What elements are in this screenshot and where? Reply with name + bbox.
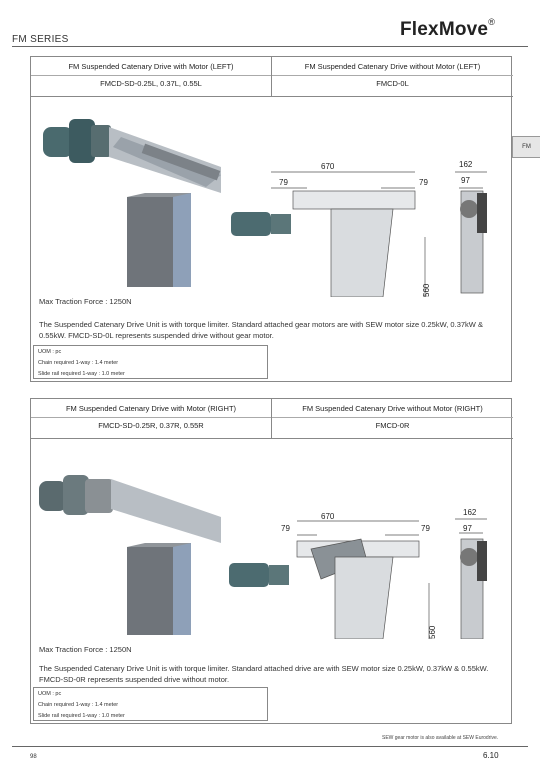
dim-height: 560 xyxy=(428,625,437,639)
series-label: FM SERIES xyxy=(12,34,69,45)
header-cell-with-motor xyxy=(31,57,272,97)
dim-left-offset: 79 xyxy=(281,524,290,533)
code-without-motor: FMCD-0L xyxy=(272,75,513,88)
header-cell-without-motor xyxy=(272,57,513,97)
product-description: The Suspended Catenary Drive Unit is with torque limiter. Standard attached drive are with SEW motor size 0.25kW, 0.37kW & 0.55kW. FMCD-SD-0R represents suspended drive without motor. xyxy=(39,664,489,684)
dim-right-offset: 97 xyxy=(461,176,470,185)
product-image-area xyxy=(31,439,511,687)
product-panel-left xyxy=(30,56,512,382)
product-description: The Suspended Catenary Drive Unit is with torque limiter. Standard attached gear motors are with SEW motor size 0.25kW, 0.37kW & 0.55kW. FMCD-SD-0L represents suspended drive without gear motor. xyxy=(39,320,483,340)
brand-name: FlexMove xyxy=(400,19,489,40)
footer-divider xyxy=(12,746,528,747)
uom-row: UOM : pc xyxy=(38,691,62,697)
title-with-motor: FM Suspended Catenary Drive with Motor (RIGHT) xyxy=(65,404,237,413)
product-image-area xyxy=(31,97,511,345)
dim-top-right: 162 xyxy=(463,508,477,517)
dim-left-offset: 79 xyxy=(279,178,288,187)
max-traction-force: Max Traction Force : 1250N xyxy=(39,645,132,654)
info-box xyxy=(33,687,268,721)
dim-top-right: 162 xyxy=(459,160,473,169)
dimension-drawing xyxy=(229,519,487,639)
dim-top-span: 670 xyxy=(321,512,335,521)
dimension-drawing xyxy=(231,172,487,297)
header-divider xyxy=(12,46,528,47)
motor-render xyxy=(43,119,221,287)
product-panel-right xyxy=(30,398,512,724)
drive-illustration xyxy=(31,97,513,297)
title-without-motor: FM Suspended Catenary Drive without Motor (LEFT) xyxy=(304,62,481,71)
header-cell-with-motor xyxy=(31,399,272,439)
page-number-left: 98 xyxy=(30,754,37,760)
code-without-motor: FMCD-0R xyxy=(272,417,513,430)
slide-rail-required-row: Slide rail required 1-way : 1.0 meter xyxy=(38,371,125,377)
max-traction-force: Max Traction Force : 1250N xyxy=(39,297,132,306)
title-without-motor: FM Suspended Catenary Drive without Motor (RIGHT) xyxy=(302,404,483,413)
chain-required-row: Chain required 1-way : 1.4 meter xyxy=(38,702,119,708)
info-box xyxy=(33,345,268,379)
dim-mid-offset: 79 xyxy=(419,178,428,187)
uom-row: UOM : pc xyxy=(38,349,62,355)
page-number-right: 6.10 xyxy=(483,751,499,760)
motor-render xyxy=(39,475,221,635)
dim-right-offset: 97 xyxy=(463,524,472,533)
drive-illustration xyxy=(31,439,513,639)
slide-rail-required-row: Slide rail required 1-way : 1.0 meter xyxy=(38,713,125,719)
header-cell-without-motor xyxy=(272,399,513,439)
chain-required-row: Chain required 1-way : 1.4 meter xyxy=(38,360,119,366)
code-with-motor: FMCD-SD-0.25L, 0.37L, 0.55L xyxy=(31,75,271,88)
registered-mark: ® xyxy=(488,17,496,27)
dim-height: 560 xyxy=(422,283,431,297)
brand-logo xyxy=(400,19,495,41)
title-with-motor: FM Suspended Catenary Drive with Motor (LEFT) xyxy=(68,62,234,71)
dim-mid-offset: 79 xyxy=(421,524,430,533)
footnote: SEW gear motor is also available at SEW Eurodrive. xyxy=(382,735,499,741)
section-side-tab[interactable]: FM xyxy=(512,136,540,158)
code-with-motor: FMCD-SD-0.25R, 0.37R, 0.55R xyxy=(31,417,271,430)
dim-top-span: 670 xyxy=(321,162,335,171)
